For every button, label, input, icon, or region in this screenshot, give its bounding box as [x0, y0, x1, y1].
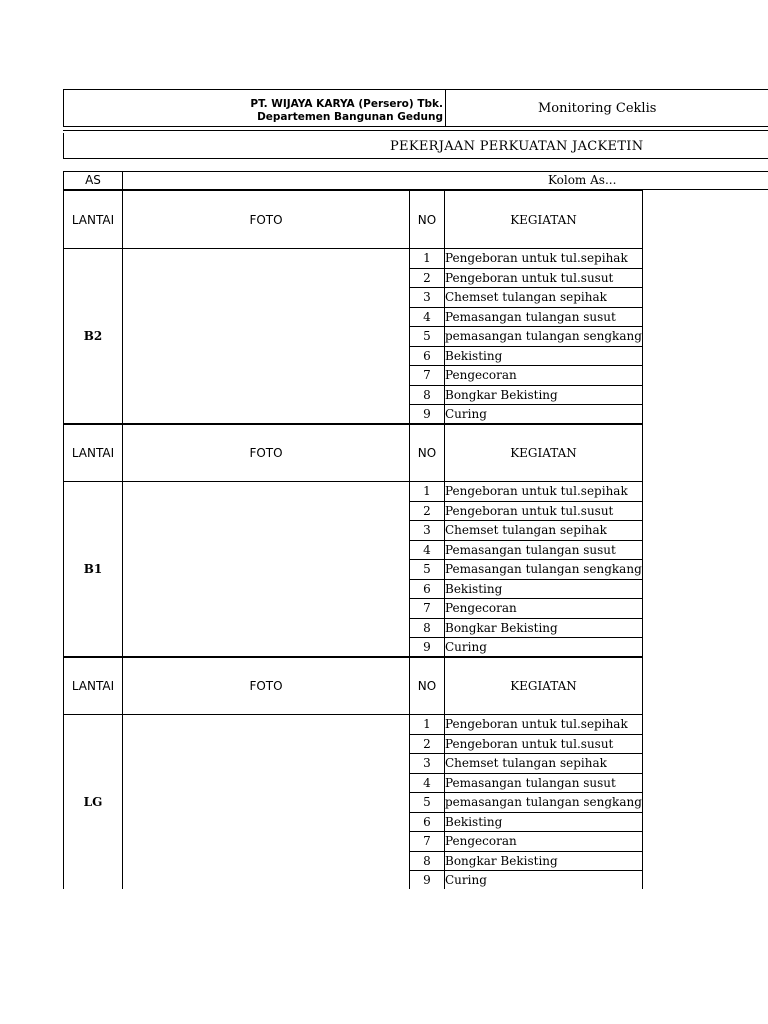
no-header: NO — [410, 191, 445, 249]
lantai-header: LANTAI — [64, 657, 123, 715]
row-number: 8 — [410, 851, 445, 871]
row-number: 4 — [410, 307, 445, 327]
floor-table — [63, 423, 643, 658]
table-row — [64, 482, 643, 502]
checklist-sheet — [63, 89, 768, 889]
activity-name: Pengecoran — [445, 832, 643, 852]
row-number: 8 — [410, 618, 445, 638]
kegiatan-header: KEGIATAN — [445, 657, 643, 715]
kegiatan-header: KEGIATAN — [445, 424, 643, 482]
activity-name: Pemasangan tulangan sengkang — [445, 560, 643, 580]
activity-name: Pemasangan tulangan susut — [445, 540, 643, 560]
activity-name: Pengeboran untuk tul.sepihak — [445, 715, 643, 735]
floor-section-lg — [63, 656, 768, 889]
activity-name: Pengeboran untuk tul.sepihak — [445, 249, 643, 269]
kegiatan-header: KEGIATAN — [445, 191, 643, 249]
row-number: 6 — [410, 579, 445, 599]
activity-name: Curing — [445, 638, 643, 658]
activity-name: Chemset tulangan sepihak — [445, 288, 643, 308]
floor-table — [63, 656, 643, 889]
department-name: Departemen Bangunan Gedung — [257, 111, 443, 123]
header-block — [63, 89, 768, 127]
activity-name: Curing — [445, 871, 643, 890]
row-number: 3 — [410, 521, 445, 541]
row-number: 9 — [410, 405, 445, 425]
row-number: 1 — [410, 249, 445, 269]
foto-header: FOTO — [123, 191, 410, 249]
row-number: 8 — [410, 385, 445, 405]
photo-cell — [123, 249, 410, 425]
company-name: PT. WIJAYA KARYA (Persero) Tbk. — [250, 98, 443, 110]
as-value: Kolom As... — [548, 173, 617, 187]
table-row — [64, 249, 643, 269]
row-number: 7 — [410, 832, 445, 852]
activity-name: pemasangan tulangan sengkang — [445, 327, 643, 347]
table-header-row — [64, 191, 643, 249]
floor-section-b2 — [63, 190, 768, 423]
row-number: 4 — [410, 773, 445, 793]
activity-name: Bekisting — [445, 812, 643, 832]
table-header-row — [64, 657, 643, 715]
row-number: 1 — [410, 715, 445, 735]
activity-name: Bekisting — [445, 346, 643, 366]
work-title: PEKERJAAN PERKUATAN JACKETIN — [390, 139, 644, 154]
row-number: 5 — [410, 327, 445, 347]
row-number: 2 — [410, 268, 445, 288]
activity-name: Pemasangan tulangan susut — [445, 307, 643, 327]
row-number: 3 — [410, 754, 445, 774]
table-row — [64, 715, 643, 735]
table-header-row — [64, 424, 643, 482]
activity-name: Pengeboran untuk tul.susut — [445, 734, 643, 754]
activity-name: Curing — [445, 405, 643, 425]
as-row — [63, 171, 768, 190]
photo-cell — [123, 715, 410, 890]
floor-label: B2 — [64, 249, 123, 425]
activity-name: Chemset tulangan sepihak — [445, 754, 643, 774]
activity-name: Bongkar Bekisting — [445, 385, 643, 405]
activity-name: Pengeboran untuk tul.sepihak — [445, 482, 643, 502]
row-number: 6 — [410, 346, 445, 366]
activity-name: Pengeboran untuk tul.susut — [445, 268, 643, 288]
floor-section-b1 — [63, 423, 768, 656]
row-number: 9 — [410, 871, 445, 890]
activity-name: Pemasangan tulangan susut — [445, 773, 643, 793]
row-number: 7 — [410, 366, 445, 386]
activity-name: Bekisting — [445, 579, 643, 599]
foto-header: FOTO — [123, 657, 410, 715]
row-number: 2 — [410, 734, 445, 754]
no-header: NO — [410, 657, 445, 715]
row-number: 5 — [410, 793, 445, 813]
activity-name: Bongkar Bekisting — [445, 851, 643, 871]
activity-name: Pengeboran untuk tul.susut — [445, 501, 643, 521]
activity-name: pemasangan tulangan sengkang — [445, 793, 643, 813]
activity-name: Pengecoran — [445, 599, 643, 619]
title-row — [63, 133, 768, 159]
row-number: 1 — [410, 482, 445, 502]
as-label: AS — [64, 172, 123, 189]
row-number: 6 — [410, 812, 445, 832]
company-info — [64, 90, 446, 126]
divider-line — [63, 130, 768, 131]
no-header: NO — [410, 424, 445, 482]
row-number: 3 — [410, 288, 445, 308]
lantai-header: LANTAI — [64, 424, 123, 482]
floor-label: B1 — [64, 482, 123, 658]
activity-name: Bongkar Bekisting — [445, 618, 643, 638]
monitoring-title: Monitoring Ceklis — [538, 101, 657, 116]
activity-name: Pengecoran — [445, 366, 643, 386]
row-number: 2 — [410, 501, 445, 521]
row-number: 5 — [410, 560, 445, 580]
floor-table — [63, 190, 643, 425]
row-number: 9 — [410, 638, 445, 658]
floor-label: LG — [64, 715, 123, 890]
activity-name: Chemset tulangan sepihak — [445, 521, 643, 541]
photo-cell — [123, 482, 410, 658]
row-number: 7 — [410, 599, 445, 619]
foto-header: FOTO — [123, 424, 410, 482]
lantai-header: LANTAI — [64, 191, 123, 249]
row-number: 4 — [410, 540, 445, 560]
